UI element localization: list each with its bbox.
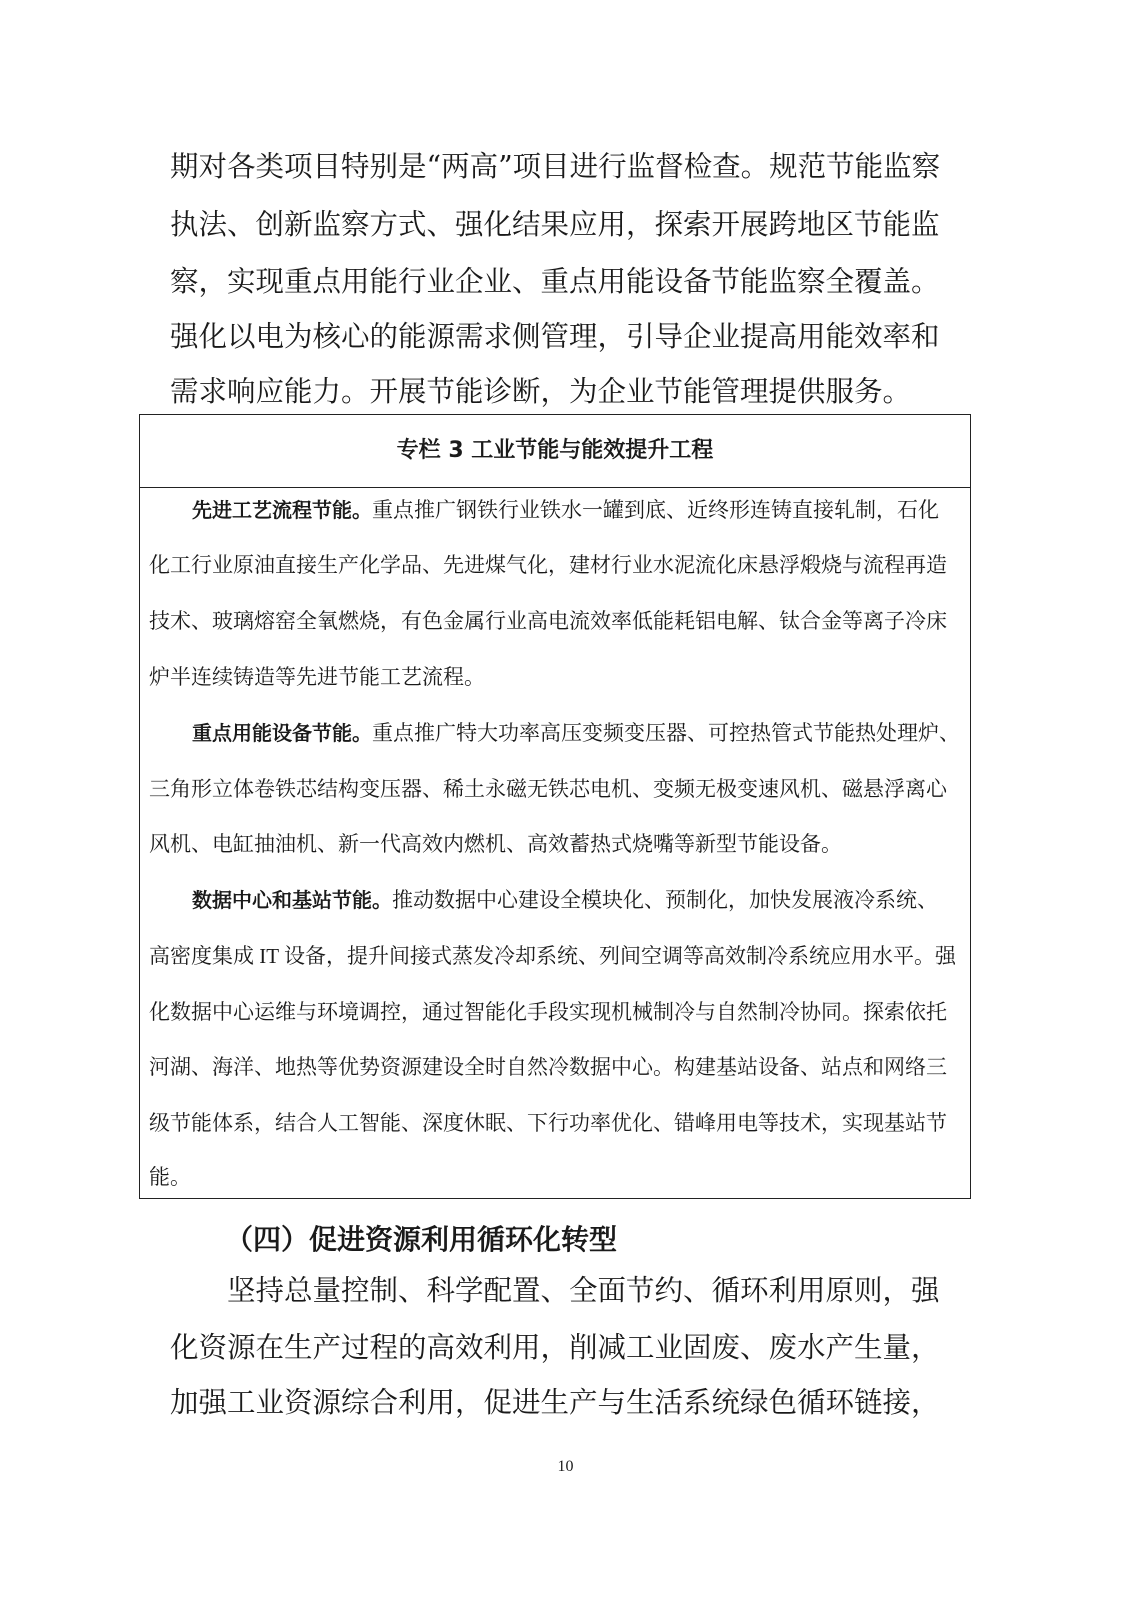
outro-line bbox=[170, 1274, 970, 1307]
paragraph-line: 高密度集成 IT 设备，提升间接式蒸发冷却系统、列间空调等高效制冷系统应用水平。强 bbox=[149, 944, 956, 968]
intro-line: 需求响应能力。开展节能诊断，为企业节能管理提供服务。 bbox=[170, 375, 912, 408]
intro-line: 执法、创新监察方式、强化结果应用，探索开展跨地区节能监 bbox=[170, 208, 940, 241]
paragraph-text: 重点推广特大功率高压变频变压器、可控热管式节能热处理炉、 bbox=[372, 721, 960, 745]
paragraph-line: 河湖、海洋、地热等优势资源建设全时自然冷数据中心。构建基站设备、站点和网络三 bbox=[149, 1055, 947, 1079]
outro-text: 坚持总量控制、科学配置、全面节约、循环利用原则，强 bbox=[227, 1274, 940, 1307]
intro-line: 强化以电为核心的能源需求侧管理，引导企业提高用能效率和 bbox=[170, 320, 940, 353]
outro-line: 加强工业资源综合利用，促进生产与生活系统绿色循环链接， bbox=[170, 1386, 940, 1419]
paragraph-line bbox=[192, 890, 962, 911]
special-column-box bbox=[139, 414, 971, 1199]
paragraph-line bbox=[192, 723, 962, 744]
paragraph-line: 化工行业原油直接生产化学品、先进煤气化，建材行业水泥流化床悬浮煅烧与流程再造 bbox=[149, 553, 947, 577]
paragraph-line: 技术、玻璃熔窑全氧燃烧，有色金属行业高电流效率低能耗铝电解、钛合金等离子冷床 bbox=[149, 609, 947, 633]
page-number: 10 bbox=[557, 1458, 574, 1475]
paragraph-line: 炉半连续铸造等先进节能工艺流程。 bbox=[149, 665, 485, 689]
section-heading: （四）促进资源利用循环化转型 bbox=[225, 1223, 618, 1256]
paragraph-line: 能。 bbox=[149, 1165, 191, 1189]
outro-line: 化资源在生产过程的高效利用，削减工业固废、废水产生量， bbox=[170, 1331, 940, 1364]
column-title: 专栏 3 工业节能与能效提升工程 bbox=[140, 415, 970, 488]
paragraph-line: 风机、电缸抽油机、新一代高效内燃机、高效蓄热式烧嘴等新型节能设备。 bbox=[149, 832, 842, 856]
paragraph-text: 推动数据中心建设全模块化、预制化，加快发展液冷系统、 bbox=[392, 888, 938, 912]
intro-line: 察，实现重点用能行业企业、重点用能设备节能监察全覆盖。 bbox=[170, 265, 940, 298]
paragraph-line: 三角形立体卷铁芯结构变压器、稀土永磁无铁芯电机、变频无极变速风机、磁悬浮离心 bbox=[149, 777, 947, 801]
intro-line: 期对各类项目特别是“两高”项目进行监督检查。规范节能监察 bbox=[170, 150, 941, 183]
paragraph-lead: 重点用能设备节能。 bbox=[192, 721, 372, 745]
paragraph-line: 级节能体系，结合人工智能、深度休眠、下行功率优化、错峰用电等技术，实现基站节 bbox=[149, 1111, 947, 1135]
paragraph-line: 化数据中心运维与环境调控，通过智能化手段实现机械制冷与自然制冷协同。探索依托 bbox=[149, 1000, 947, 1024]
paragraph-line bbox=[192, 500, 962, 521]
paragraph-lead: 数据中心和基站节能。 bbox=[192, 888, 392, 912]
paragraph-lead: 先进工艺流程节能。 bbox=[192, 498, 372, 522]
paragraph-text: 重点推广钢铁行业铁水一罐到底、近终形连铸直接轧制，石化 bbox=[372, 498, 939, 522]
